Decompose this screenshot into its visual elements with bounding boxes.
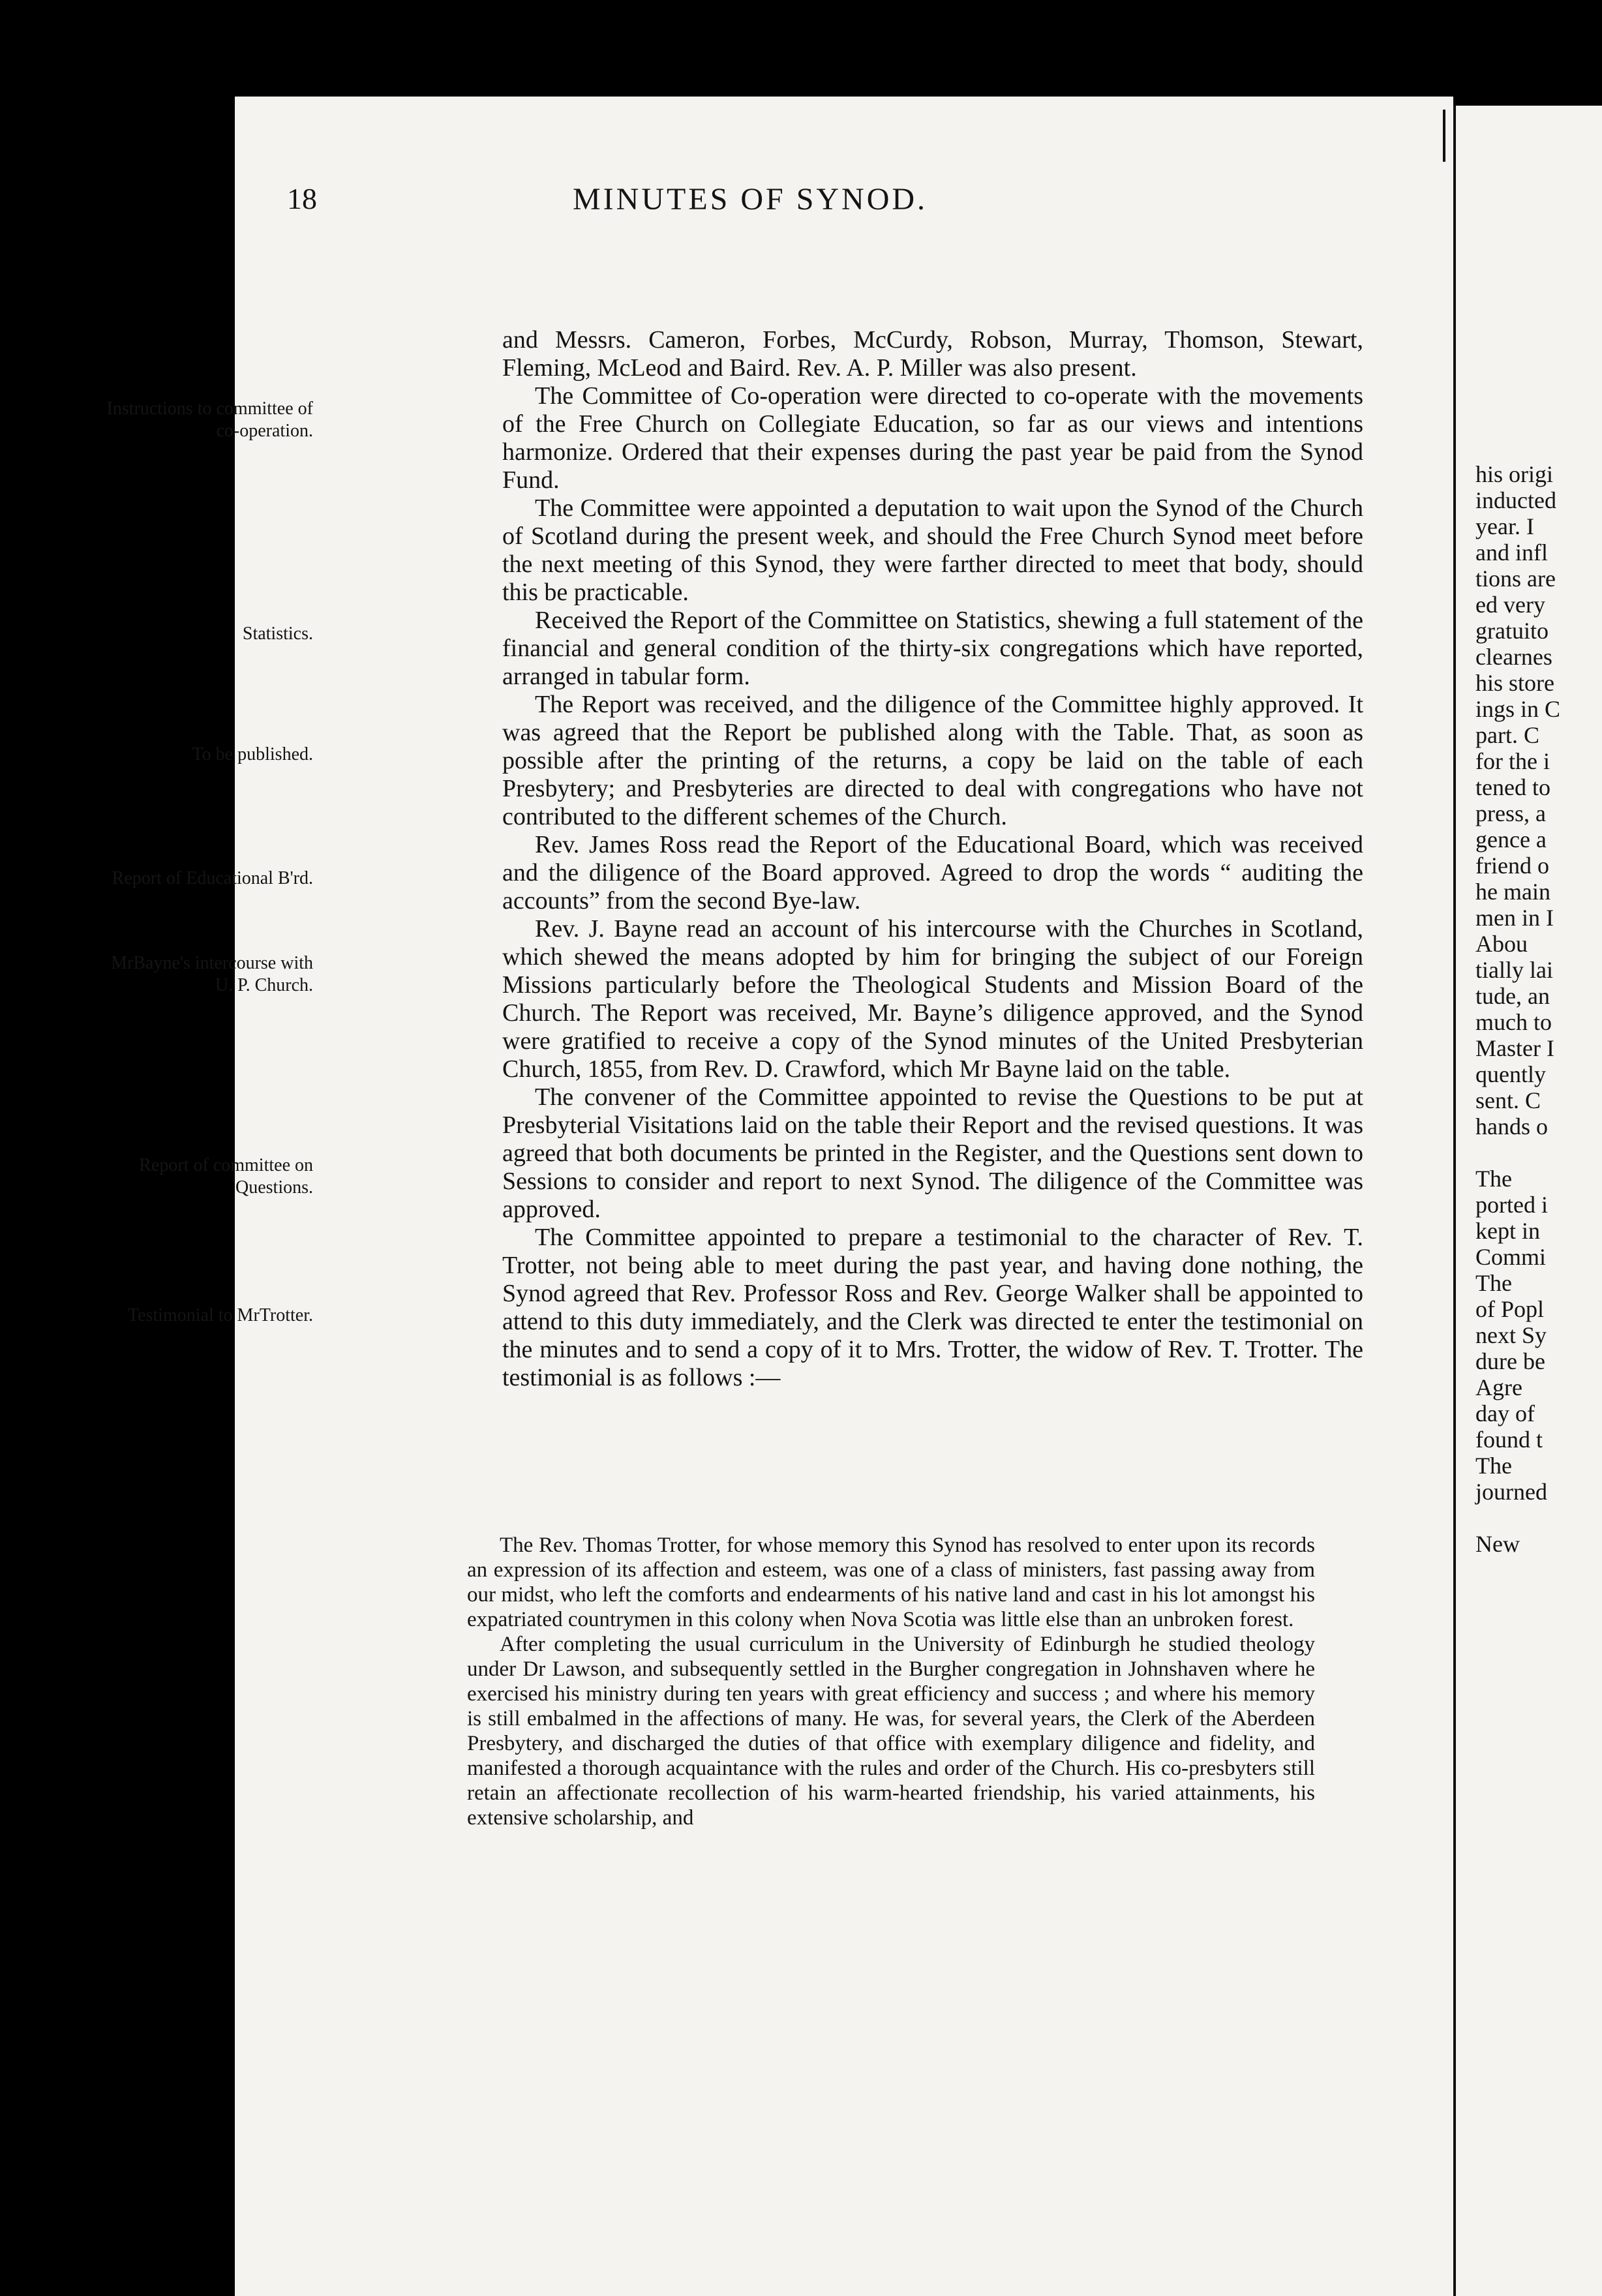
- right-page-line: press, a: [1475, 800, 1546, 826]
- minutes-body: [502, 326, 1363, 1392]
- body-paragraph: Rev. James Ross read the Report of the Educational Board, which was received and the diligence of the Board approved. Agreed to drop the words “ auditing the accounts” from the second Bye-law.: [502, 831, 1363, 914]
- right-page-line: kept in: [1475, 1218, 1540, 1244]
- body-paragraph: The Committee of Co-operation were directed to co-operate with the movements of the Free Church on Collegiate Education, so far as our views and intentions harmonize. Ordered that their expenses during the past year be paid from the Synod Fund.: [502, 382, 1363, 494]
- right-page-line: year. I: [1475, 513, 1534, 539]
- right-page-line: much to: [1475, 1009, 1552, 1035]
- right-page-line: gence a: [1475, 826, 1547, 853]
- right-page-line: hands o: [1475, 1113, 1548, 1140]
- running-head: [287, 181, 1383, 234]
- right-page-line: ported i: [1475, 1192, 1548, 1218]
- body-paragraph: Rev. J. Bayne read an account of his intercourse with the Churches in Scotland, which shewed the means adopted by him for bringing the subject of our Foreign Missions particularly before the Theological Students and Mission Board of the Church. The Report was received, Mr. Bayne’s diligence approved, and the Synod were gratified to receive a copy of the Synod minutes of the United Presbyterian Church, 1855, from Rev. D. Crawford, which Mr Bayne laid on the table.: [502, 915, 1363, 1083]
- testimonial-paragraph: The Rev. Thomas Trotter, for whose memory this Synod has resolved to enter upon its records an expression of its affection and esteem, was one of a class of ministers, fast passing away from our midst, who left the comforts and endearments of his native land and cast in his lot amongst his expatriated countrymen in this colony when Nova Scotia was little else than an unbroken forest.: [467, 1533, 1315, 1631]
- body-paragraph: and Messrs. Cameron, Forbes, McCurdy, Robson, Murray, Thomson, Stewart, Fleming, McLeod and Baird. Rev. A. P. Miller was also present.: [502, 326, 1363, 382]
- right-page-line: gratuito: [1475, 618, 1549, 644]
- testimonial-paragraph: After completing the usual curriculum in the University of Edinburgh he studied theology under Dr Lawson, and subsequently settled in the Burgher congregation in Johnshaven where he exercised his ministry during ten years with great efficiency and success ; and where his memory is still embalmed in the affections of many. He was, for several years, the Clerk of the Aberdeen Presbytery, and discharged the duties of that office with exemplary diligence and fidelity, and manifested a thorough acquaintance with the rules and order of the Church. His co-presbyters still retain an affectionate recollection of his warm-hearted friendship, his varied attainments, his extensive scholarship, and: [467, 1633, 1315, 1830]
- right-page-line: Master I: [1475, 1035, 1554, 1061]
- body-paragraph: The convener of the Committee appointed to revise the Questions to be put at Presbyterial Visitations laid on the table their Report and the revised questions. It was agreed that both documents be printed in the Register, and the Questions sent down to Sessions to consider and report to next Synod. The diligence of the Committee was approved.: [502, 1083, 1363, 1223]
- right-page-line: [1475, 1140, 1602, 1166]
- right-page-line: his origi: [1475, 461, 1554, 487]
- margin-note: Instructions to committee of co-operation.: [106, 399, 313, 441]
- right-page-line: The: [1475, 1270, 1512, 1296]
- right-page-line: tially lai: [1475, 957, 1553, 983]
- right-page-line: clearnes: [1475, 644, 1552, 670]
- margin-note: To be published.: [192, 744, 313, 764]
- right-page-line: found t: [1475, 1427, 1543, 1453]
- body-paragraph: The Report was received, and the diligence of the Committee highly approved. It was agreed that the Report be published along with the Table. That, as soon as possible after the printing of the returns, a copy be laid on the table of each Presbytery; and Presbyteries are directed to deal with congregations who have not contributed to the different schemes of the Church.: [502, 691, 1363, 830]
- margin-note: Testimonial to MrTrotter.: [127, 1305, 313, 1325]
- right-page-line: he main: [1475, 879, 1550, 905]
- right-page-line: his store: [1475, 670, 1554, 696]
- margin-note: Report of committee on Questions.: [139, 1155, 313, 1198]
- right-page-line: New: [1475, 1531, 1520, 1557]
- right-page-line: of Popl: [1475, 1296, 1545, 1322]
- right-page-line: dure be: [1475, 1348, 1545, 1374]
- right-page-line: and infl: [1475, 539, 1548, 566]
- right-page-line: day of: [1475, 1400, 1535, 1427]
- right-page-line: next Sy: [1475, 1322, 1547, 1348]
- right-page-text: [1475, 461, 1602, 1557]
- right-page-line: quently: [1475, 1061, 1546, 1087]
- right-page-line: friend o: [1475, 853, 1549, 879]
- right-page: [1453, 106, 1602, 2296]
- spine-shadow: [1443, 110, 1445, 162]
- right-page-line: tened to: [1475, 774, 1550, 800]
- right-page-line: Agre: [1475, 1374, 1522, 1400]
- right-page-line: ed very: [1475, 592, 1545, 618]
- right-page-line: ings in C: [1475, 696, 1561, 722]
- right-page-line: inducted: [1475, 487, 1556, 513]
- right-page-line: journed: [1475, 1479, 1547, 1505]
- margin-note: Statistics.: [242, 624, 313, 644]
- right-page-line: [1475, 1505, 1602, 1531]
- page-number: 18: [287, 182, 317, 215]
- margin-note: MrBayne's intercourse with U. P. Church.: [111, 953, 313, 995]
- right-page-line: Commi: [1475, 1244, 1547, 1270]
- body-paragraph: The Committee were appointed a deputation to wait upon the Synod of the Church of Scotland during the present week, and should the Free Church Synod meet before the next meeting of this Synod, they were farther directed to meet that body, should this be practicable.: [502, 494, 1363, 606]
- body-paragraph: The Committee appointed to prepare a testimonial to the character of Rev. T. Trotter, not being able to meet during the past year, and having done nothing, the Synod agreed that Rev. Professor Ross and Rev. George Walker shall be appointed to attend to this duty immediately, and the Clerk was directed te enter the testimonial on the minutes and to send a copy of it to Mrs. Trotter, the widow of Rev. T. Trotter. The testimonial is as follows :—: [502, 1224, 1363, 1391]
- right-page-line: for the i: [1475, 748, 1550, 774]
- testimonial-text: [467, 1533, 1315, 1830]
- right-page-line: tions are: [1475, 566, 1556, 592]
- margin-note: Report of Educational B'rd.: [112, 868, 313, 888]
- right-page-line: men in I: [1475, 905, 1554, 931]
- right-page-line: Abou: [1475, 931, 1528, 957]
- page-title: MINUTES OF SYNOD.: [573, 182, 928, 217]
- right-page-line: The: [1475, 1166, 1512, 1192]
- body-paragraph: Received the Report of the Committee on Statistics, shewing a full statement of the financial and general condition of the thirty-six congregations which have reported, arranged in tabular form.: [502, 607, 1363, 690]
- right-page-line: The: [1475, 1453, 1512, 1479]
- right-page-line: sent. C: [1475, 1087, 1541, 1113]
- right-page-line: part. C: [1475, 722, 1539, 748]
- right-page-line: tude, an: [1475, 983, 1550, 1009]
